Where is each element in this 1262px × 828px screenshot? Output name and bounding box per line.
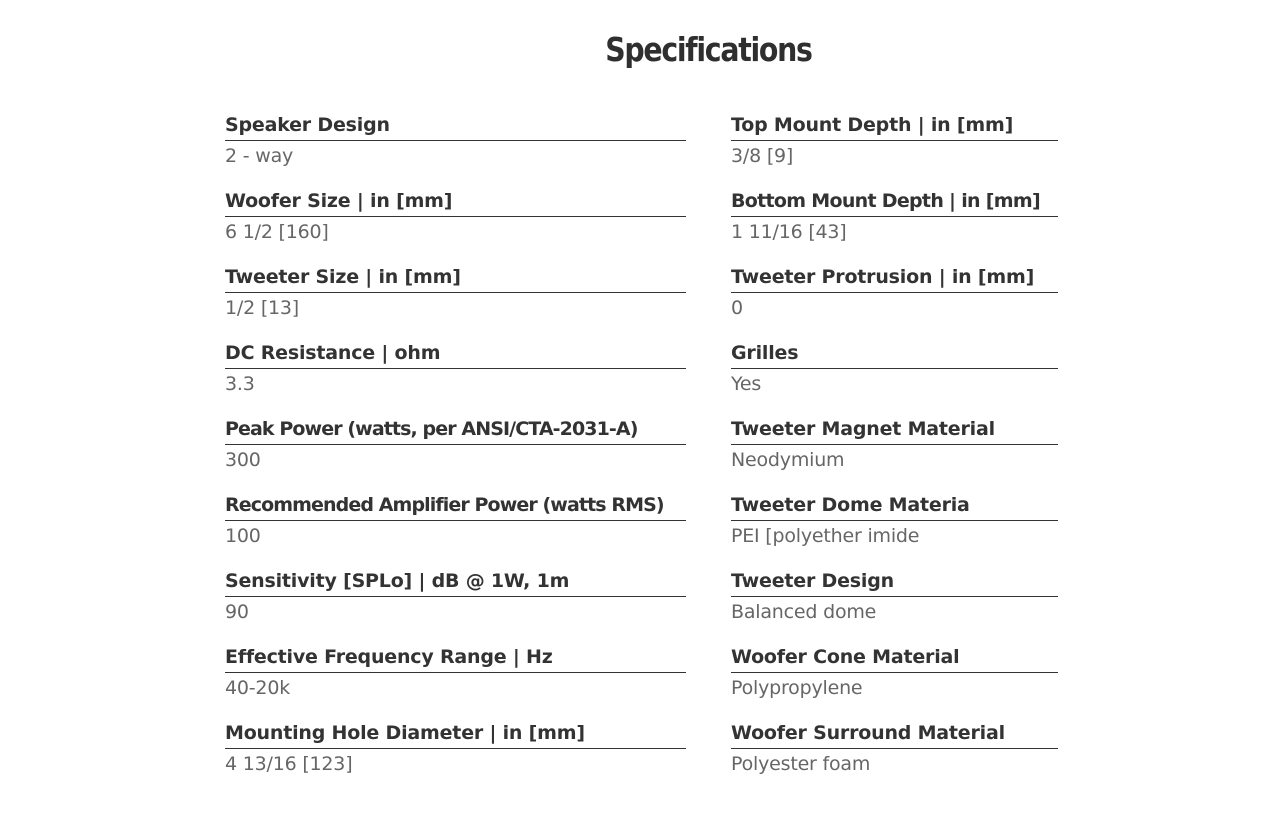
spec-value: 3/8 [9] [731, 145, 794, 167]
specs-left-column [225, 112, 686, 796]
spec-item [225, 416, 686, 492]
spec-value: 90 [225, 601, 249, 623]
spec-label: Bottom Mount Depth | in [mm] [731, 188, 1058, 217]
spec-label: Tweeter Design [731, 568, 1058, 597]
spec-label: Mounting Hole Diameter | in [mm] [225, 720, 686, 749]
spec-item [731, 492, 1058, 568]
spec-item [225, 644, 686, 720]
spec-item [225, 340, 686, 416]
spec-item [225, 264, 686, 340]
spec-item [731, 188, 1058, 264]
spec-item [731, 568, 1058, 644]
spec-value: 1/2 [13] [225, 297, 300, 319]
spec-value: 6 1/2 [160] [225, 221, 329, 243]
spec-label: Sensitivity [SPLo] | dB @ 1W, 1m [225, 568, 686, 597]
spec-item [731, 264, 1058, 340]
spec-value: Balanced dome [731, 601, 877, 623]
spec-value: Polypropylene [731, 677, 863, 699]
spec-item [731, 720, 1058, 796]
spec-label: Woofer Cone Material [731, 644, 1058, 673]
spec-value: Neodymium [731, 449, 845, 471]
spec-item [225, 568, 686, 644]
spec-item [225, 492, 686, 568]
spec-value: 2 - way [225, 145, 294, 167]
spec-value: 300 [225, 449, 261, 471]
spec-label: Tweeter Size | in [mm] [225, 264, 686, 293]
spec-item [225, 188, 686, 264]
spec-item [731, 644, 1058, 720]
spec-label: Effective Frequency Range | Hz [225, 644, 686, 673]
specs-right-column [731, 112, 1058, 796]
spec-label: Tweeter Protrusion | in [mm] [731, 264, 1058, 293]
spec-item [225, 720, 686, 796]
page-title: Specifications [605, 30, 812, 69]
spec-item [225, 112, 686, 188]
spec-label: Grilles [731, 340, 1058, 369]
spec-label: Peak Power (watts, per ANSI/CTA-2031-A) [225, 416, 686, 445]
spec-label: Top Mount Depth | in [mm] [731, 112, 1058, 141]
spec-item [731, 340, 1058, 416]
spec-item [731, 416, 1058, 492]
spec-value: Polyester foam [731, 753, 871, 775]
spec-value: 1 11/16 [43] [731, 221, 847, 243]
spec-value: 3.3 [225, 373, 255, 395]
spec-label: Tweeter Dome Materia [731, 492, 1058, 521]
spec-value: Yes [731, 373, 762, 395]
spec-item [731, 112, 1058, 188]
spec-value: 4 13/16 [123] [225, 753, 353, 775]
spec-value: PEI [polyether imide [731, 525, 920, 547]
spec-value: 40-20k [225, 677, 291, 699]
spec-label: DC Resistance | ohm [225, 340, 686, 369]
spec-label: Tweeter Magnet Material [731, 416, 1058, 445]
spec-label: Woofer Surround Material [731, 720, 1058, 749]
spec-value: 0 [731, 297, 743, 319]
spec-value: 100 [225, 525, 261, 547]
spec-label: Speaker Design [225, 112, 686, 141]
spec-label: Recommended Amplifier Power (watts RMS) [225, 492, 686, 521]
spec-label: Woofer Size | in [mm] [225, 188, 686, 217]
